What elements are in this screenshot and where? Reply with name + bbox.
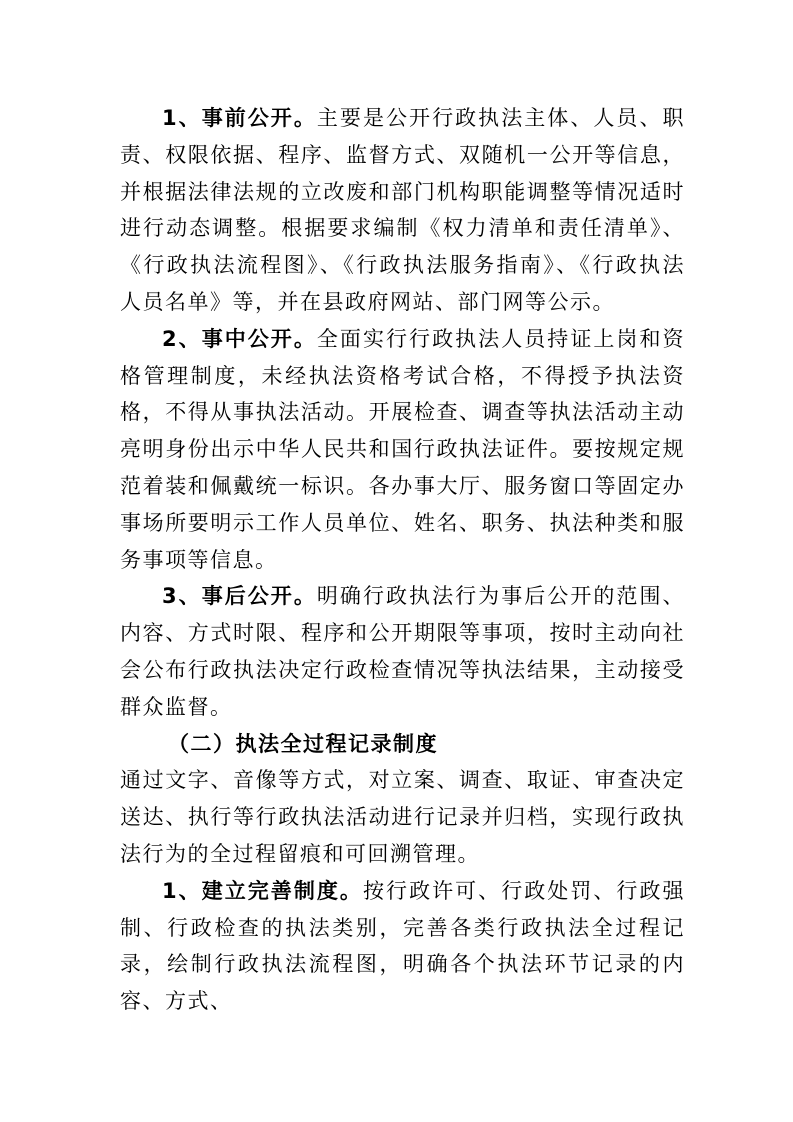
paragraph-lead-establish-system: 1、建立完善制度。 [162, 878, 363, 903]
paragraph-lead-pre-disclosure: 1、事前公开。 [162, 106, 317, 130]
paragraph-in-process-disclosure [120, 321, 685, 579]
paragraph-lead-post-disclosure: 3、事后公开。 [162, 584, 317, 609]
paragraph-lead-in-process-disclosure: 2、事中公开。 [162, 326, 317, 351]
paragraph-establish-system [120, 873, 685, 1020]
section-heading: （二）执法全过程记录制度 [168, 731, 438, 756]
paragraph-text-pre-disclosure: 主要是公开行政执法主体、人员、职责、权限依据、程序、监督方式、双随机一公开等信息，并根据法律法规的立改废和部门机构职能调整等情况适时进行动态调整。根据要求编制《权力清单和责任清单》、《行政执法流程图》、《行政执法服务指南》、《行政执法人员名单》等，并在县政府网站、部门网等公示。 [120, 106, 685, 314]
section-intro: 通过文字、音像等方式，对立案、调查、取证、审查决定送达、执行等行政执法活动进行记录并归档，实现行政执法行为的全过程留痕和可回溯管理。 [120, 768, 685, 866]
paragraph-text-establish-system: 按行政许可、行政处罚、行政强制、行政检查的执法类别，完善各类行政执法全过程记录，绘制行政执法流程图，明确各个执法环节记录的内容、方式、 [120, 878, 686, 1014]
paragraph-post-disclosure [120, 578, 685, 725]
paragraph-pre-disclosure [120, 100, 685, 321]
document-body [120, 100, 685, 1020]
paragraph-text-post-disclosure: 明确行政执法行为事后公开的范围、内容、方式时限、程序和公开期限等事项，按时主动向社会公布行政执法决定行政检查情况等执法结果，主动接受群众监督。 [120, 584, 685, 719]
paragraph-text-in-process-disclosure: 全面实行行政执法人员持证上岗和资格管理制度，未经执法资格考试合格，不得授予执法资格，不得从事执法活动。开展检查、调查等执法活动主动亮明身份出示中华人民共和国行政执法证件。要按规定规范着装和佩戴统一标识。各办事大厅、服务窗口等固定办事场所要明示工作人员单位、姓名、职务、执法种类和服务事项等信息。 [120, 326, 685, 572]
